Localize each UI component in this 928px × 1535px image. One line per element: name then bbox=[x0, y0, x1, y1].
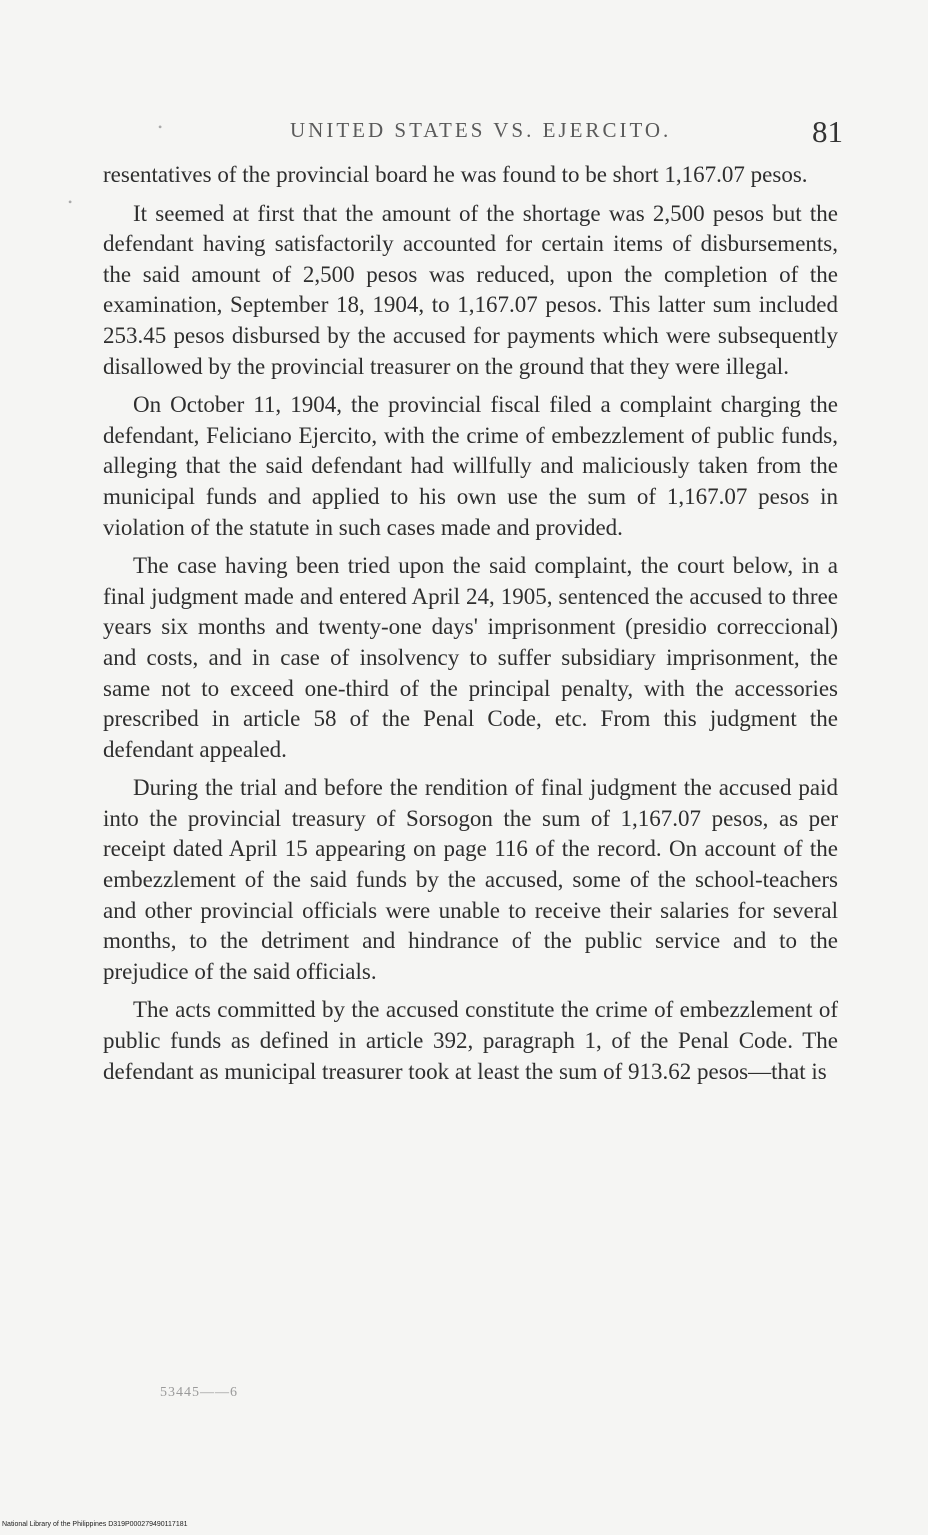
paragraph: On October 11, 1904, the provincial fiscal filed a complaint charging the defendant, Feliciano Ejercito, with the crime of embezzlement of public funds, alleging that the said defendant had willfully and maliciously taken from the municipal funds and applied to his own use the sum of 1,167.07 pesos in violation of the statute in such cases made and provided. bbox=[103, 392, 838, 540]
paragraph: The acts committed by the accused constitute the crime of embezzlement of public funds as defined in article 392, paragraph 1, of the Penal Code. The defendant as municipal treasurer took at least the sum of 913.62 pesos—that is bbox=[103, 997, 838, 1084]
paragraph: resentatives of the provincial board he was found to be short 1,167.07 pesos. bbox=[103, 162, 808, 187]
scan-mark: • bbox=[158, 120, 163, 134]
scan-mark: • bbox=[68, 195, 73, 209]
paragraph: It seemed at first that the amount of the shortage was 2,500 pesos but the defendant having satisfactorily accounted for certain items of disbursements, the said amount of 2,500 pesos was reduced, upon the completion of the examination, September 18, 1904, to 1,167.07 pesos. This latter sum included 253.45 pesos disbursed by the accused for payments which were subsequently disallowed by the provincial treasurer on the ground that they were illegal. bbox=[103, 200, 838, 379]
page-number: 81 bbox=[812, 114, 843, 149]
scan-credit: National Library of the Philippines D319P000279490117181 bbox=[2, 1521, 188, 1528]
running-head: UNITED STATES VS. EJERCITO. bbox=[290, 118, 672, 142]
body-text bbox=[103, 160, 838, 1095]
paragraph: The case having been tried upon the said complaint, the court below, in a final judgment made and entered April 24, 1905, sentenced the accused to three years six months and twenty-one days' imprisonment (presidio correccional) and costs, and in case of insolvency to suffer subsidiary imprisonment, the same not to exceed one-third of the principal penalty, with the accessories prescribed in article 58 of the Penal Code, etc. From this judgment the defendant appealed. bbox=[103, 553, 838, 762]
paragraph: During the trial and before the rendition of final judgment the accused paid into the provincial treasury of Sorsogon the sum of 1,167.07 pesos, as per receipt dated April 15 appearing on page 116 of the record. On account of the embezzlement of the said funds by the accused, some of the school-teachers and other provincial officials were unable to receive their salaries for several months, to the detriment and hindrance of the public service and to the prejudice of the said officials. bbox=[103, 775, 838, 984]
printer-signature: 53445——6 bbox=[160, 1385, 238, 1400]
